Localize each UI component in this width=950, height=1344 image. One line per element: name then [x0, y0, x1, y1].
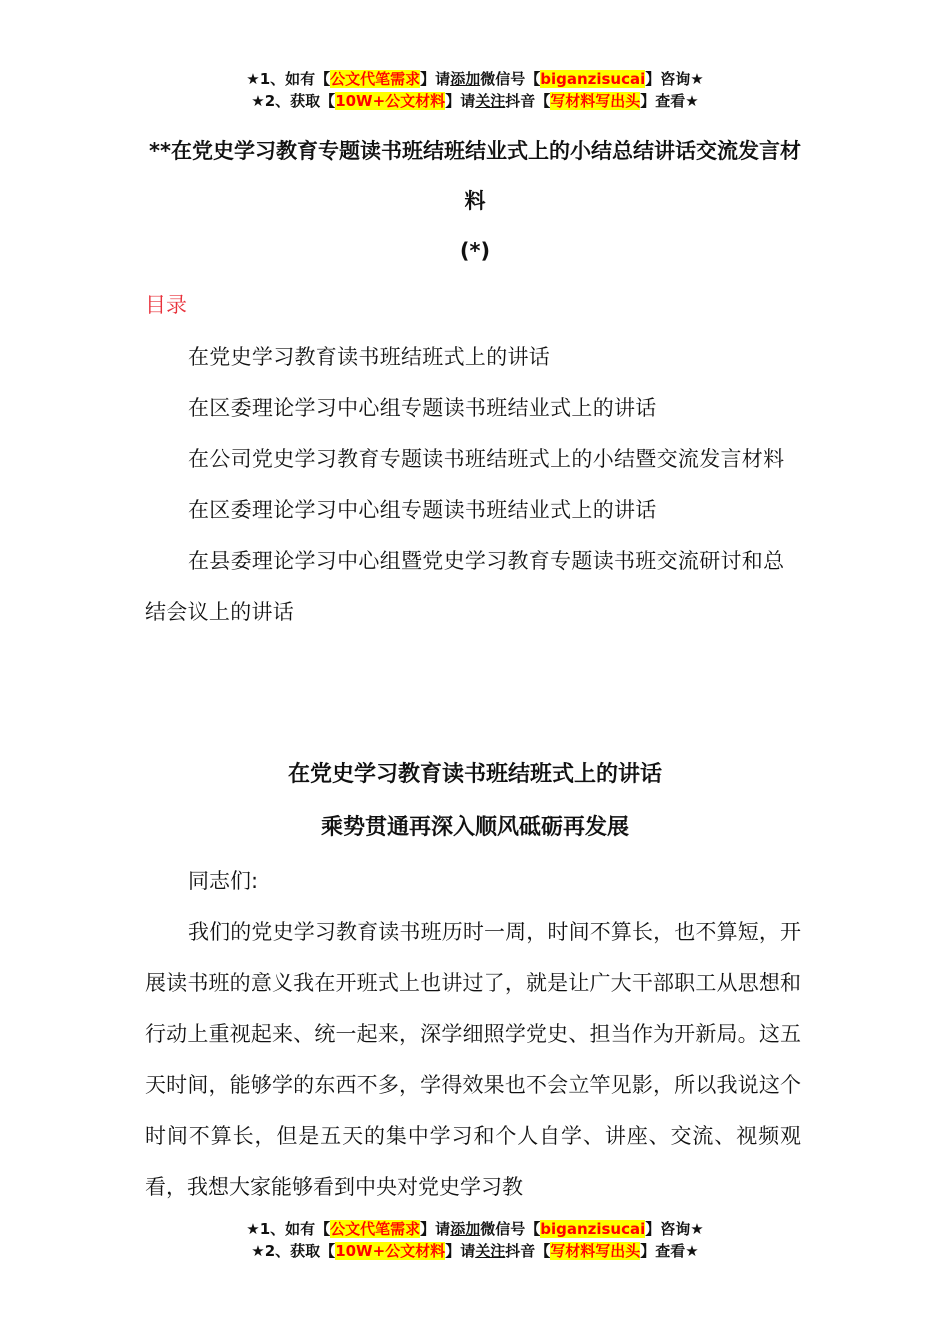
- document-title: **在党史学习教育专题读书班结班结业式上的小结总结讲话交流发言材料: [149, 139, 801, 213]
- body-paragraph: 我们的党史学习教育读书班历时一周，时间不算长，也不算短，开展读书班的意义我在开班式上也讲过了，就是让广大干部职工从思想和行动上重视起来、统一起来，深学细照学党史、担当作为开新局。这五天时间，能够学的东西不多，学得效果也不会立竿见影，所以我说这个时间不算长，但是五天的集中学习和个人自学、讲座、交流、视频观看，我想大家能够看到中央对党史学习教: [145, 920, 801, 1199]
- banner-douyin-name: 写材料写出头: [550, 1242, 641, 1260]
- toc-list: [145, 332, 801, 638]
- toc-item: 在党史学习教育读书班结班式上的讲话: [188, 345, 551, 369]
- banner-text: ★2、获取【: [251, 1242, 336, 1260]
- banner-highlight: 10W+公文材料: [335, 92, 446, 110]
- banner-underline: 关注: [475, 92, 506, 110]
- document-subtitle: (*): [459, 239, 491, 263]
- banner-line-2: [0, 1240, 950, 1262]
- toc-item: 在区委理论学习中心组专题读书班结业式上的讲话: [188, 396, 657, 420]
- section-subtitle: 乘势贯通再深入顺风砥砺再发展: [320, 815, 629, 840]
- banner-wechat-id: biganzisucai: [540, 1220, 646, 1238]
- banner-underline: 关注: [475, 1242, 506, 1260]
- section-title: 在党史学习教育读书班结班式上的讲话: [287, 762, 662, 787]
- banner-wechat-id: biganzisucai: [540, 70, 646, 88]
- toc-heading: 目录: [145, 293, 187, 317]
- banner-text: 微信号【: [480, 70, 541, 88]
- banner-underline: 添加: [450, 70, 481, 88]
- banner-line-1: [0, 1218, 950, 1240]
- banner-text: ★1、如有【: [246, 1220, 331, 1238]
- header-banner: [0, 68, 950, 112]
- banner-text: 】请: [420, 70, 451, 88]
- banner-text: 】请: [420, 1220, 451, 1238]
- banner-text: ★1、如有【: [246, 70, 331, 88]
- banner-line-2: [0, 90, 950, 112]
- toc-item: 在县委理论学习中心组暨党史学习教育专题读书班交流研讨和总结会议上的讲话: [145, 549, 785, 624]
- footer-banner: [0, 1218, 950, 1262]
- toc-item: 在公司党史学习教育专题读书班结班式上的小结暨交流发言材料: [188, 447, 785, 471]
- banner-text: 抖音【: [505, 1242, 551, 1260]
- toc-item: 在区委理论学习中心组专题读书班结业式上的讲话: [188, 498, 657, 522]
- banner-text: 抖音【: [505, 92, 551, 110]
- banner-text: 】查看★: [640, 92, 699, 110]
- banner-douyin-name: 写材料写出头: [550, 92, 641, 110]
- banner-text: 】请: [445, 1242, 476, 1260]
- banner-text: 微信号【: [480, 1220, 541, 1238]
- banner-text: ★2、获取【: [251, 92, 336, 110]
- banner-text: 】咨询★: [645, 70, 704, 88]
- banner-text: 】查看★: [640, 1242, 699, 1260]
- banner-underline: 添加: [450, 1220, 481, 1238]
- salutation: 同志们:: [188, 869, 259, 893]
- banner-text: 】咨询★: [645, 1220, 704, 1238]
- banner-line-1: [0, 68, 950, 90]
- banner-highlight: 10W+公文材料: [335, 1242, 446, 1260]
- banner-highlight: 公文代笔需求: [330, 1220, 421, 1238]
- banner-text: 】请: [445, 92, 476, 110]
- banner-highlight: 公文代笔需求: [330, 70, 421, 88]
